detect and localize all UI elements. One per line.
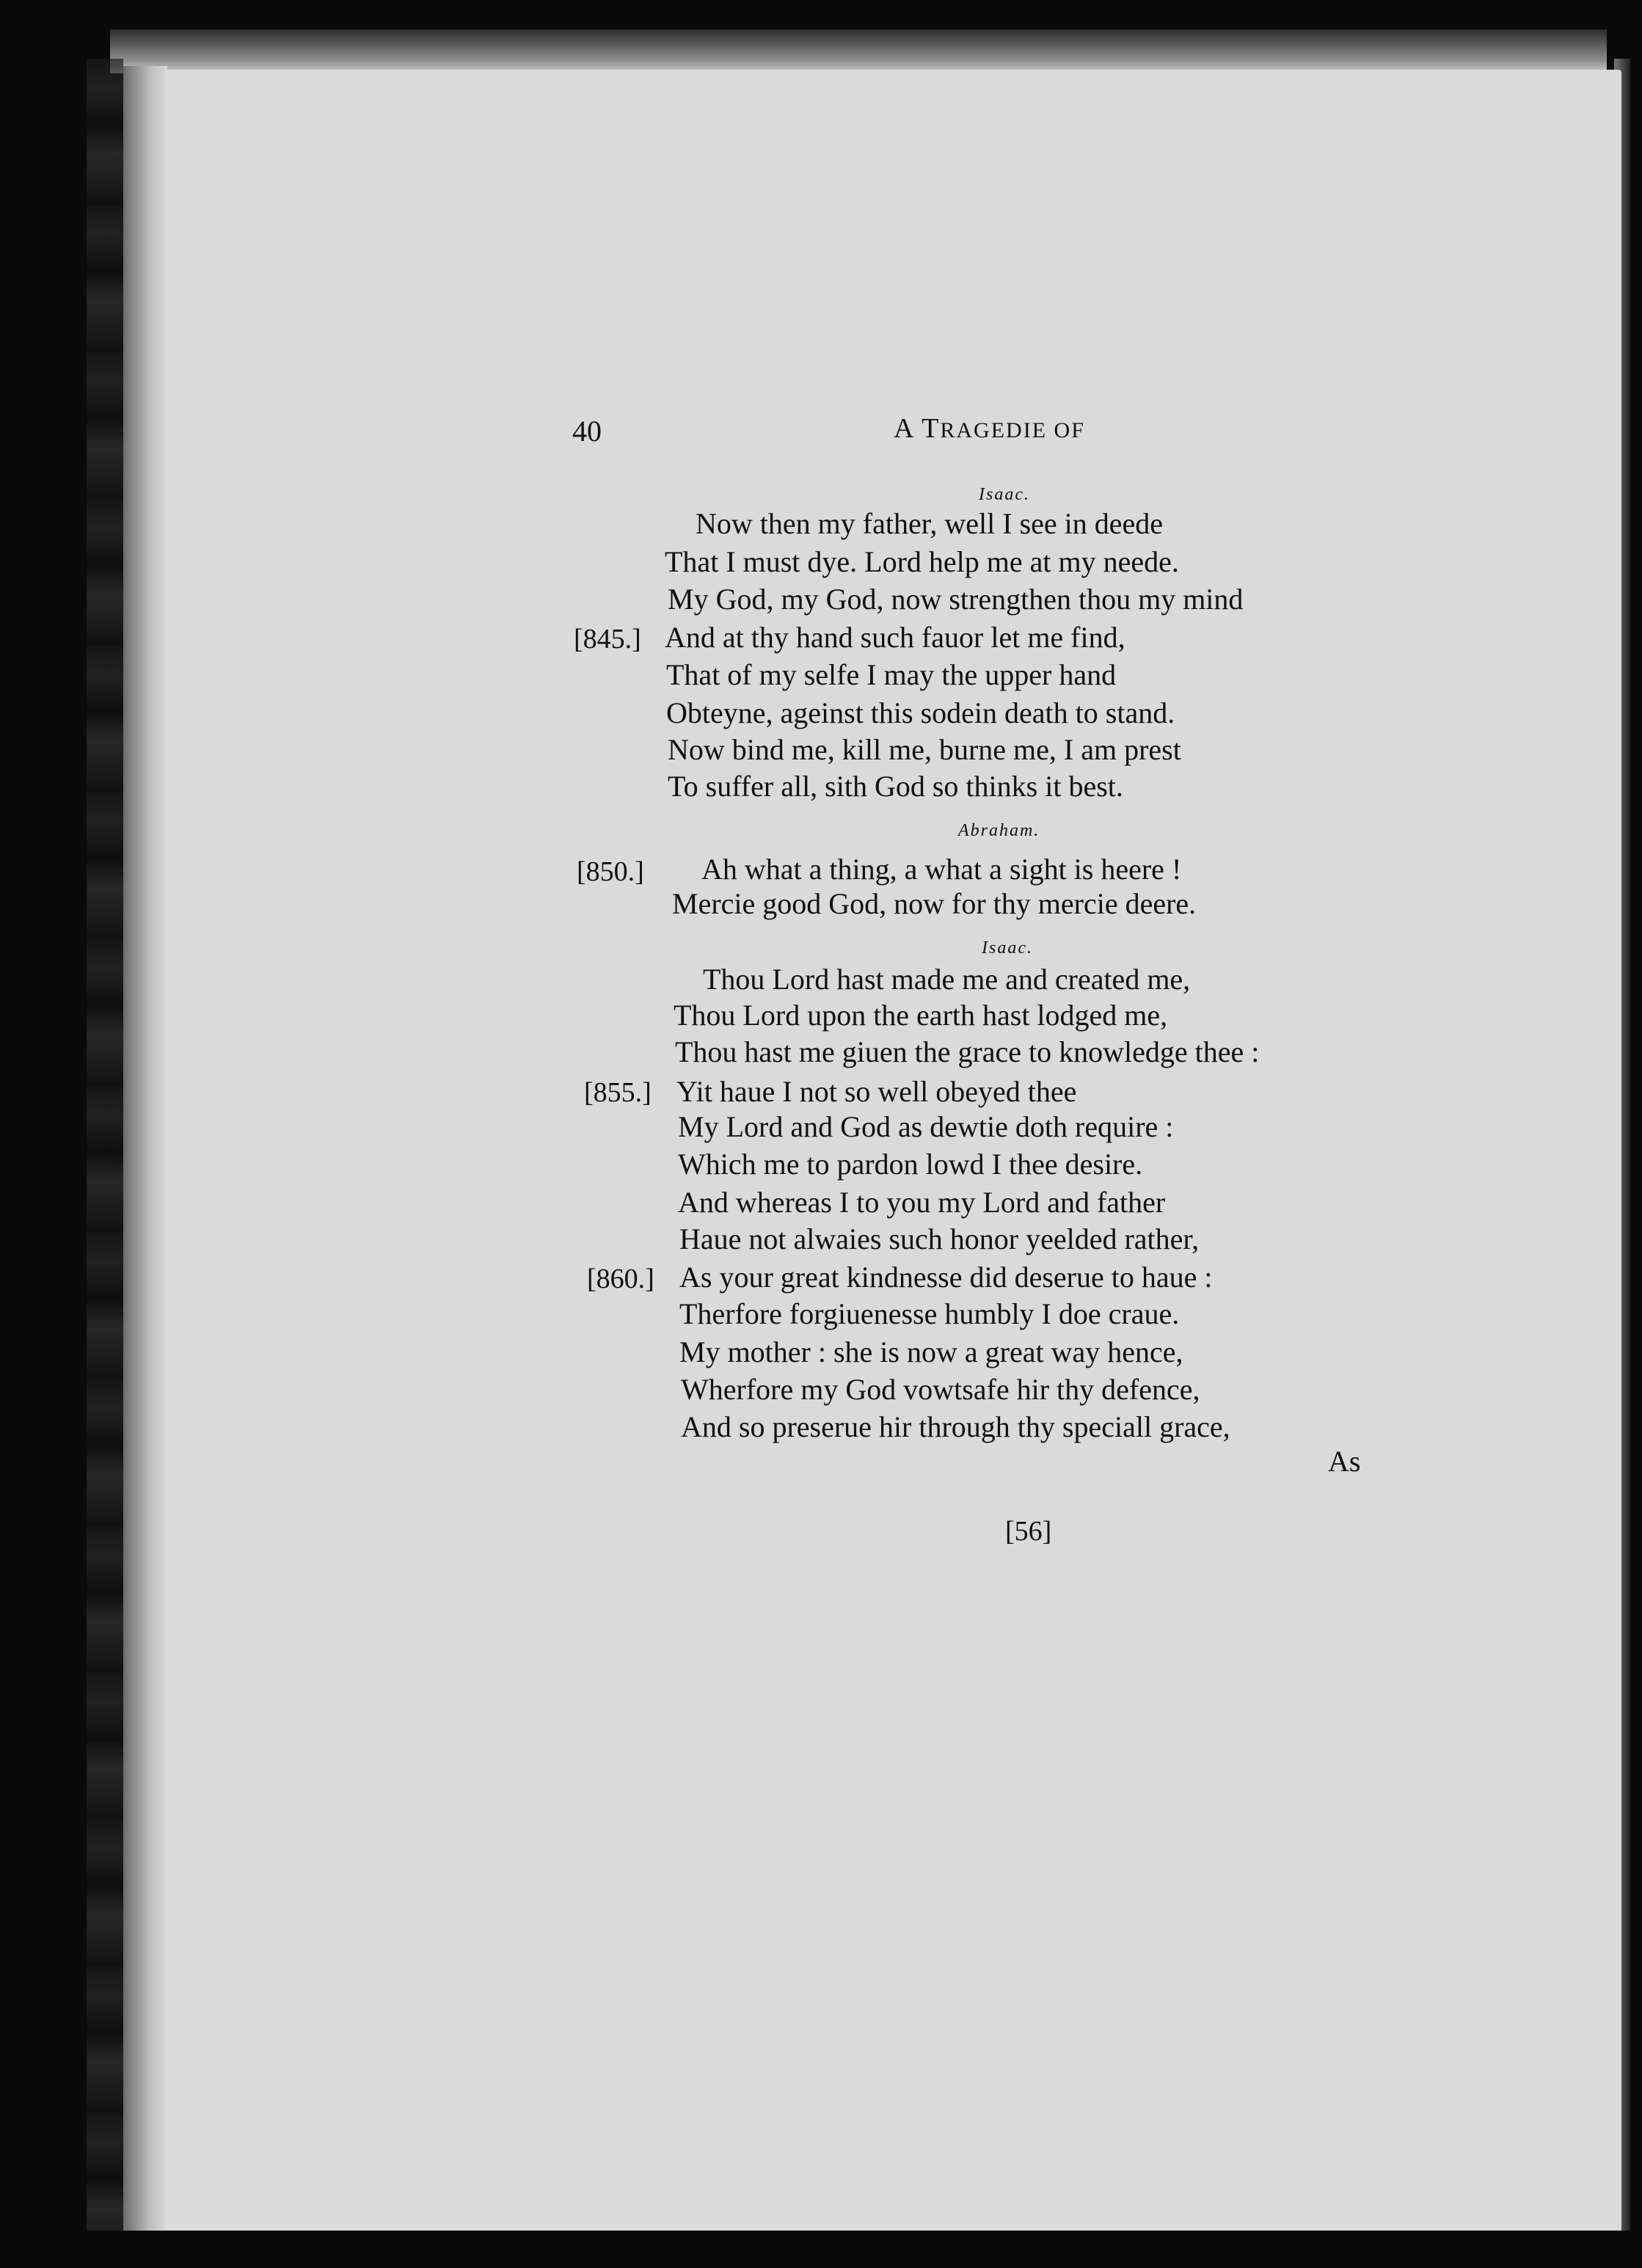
line-number: [845.] <box>574 624 641 654</box>
line-number: [855.] <box>584 1077 652 1108</box>
verse-line: Thou Lord upon the earth hast lodged me, <box>674 999 1168 1032</box>
verse-line: My mother : she is now a great way hence, <box>679 1335 1183 1368</box>
verse-line: As your great kindnesse did deserue to haue : <box>679 1261 1213 1294</box>
page-top-edge <box>110 29 1607 73</box>
signature-mark: [56] <box>1005 1516 1052 1547</box>
verse-line: Now bind me, kill me, burne me, I am prest <box>668 733 1181 766</box>
speaker-isaac: Isaac. <box>979 485 1030 504</box>
line-number: [860.] <box>587 1264 654 1294</box>
verse-line: Ah what a thing, a what a sight is heere ! <box>701 853 1182 886</box>
speaker-isaac: Isaac. <box>982 938 1033 958</box>
verse-line: Thou Lord hast made me and created me, <box>703 963 1191 996</box>
verse-line: My Lord and God as dewtie doth require : <box>678 1110 1174 1143</box>
verse-line: And so preserue hir through thy speciall grace, <box>681 1410 1230 1443</box>
page-gutter-shadow <box>123 66 167 2231</box>
verse-line: My God, my God, now strengthen thou my mind <box>668 583 1244 616</box>
binding-edge <box>87 59 123 2231</box>
verse-line: Yit haue I not so well obeyed thee <box>676 1075 1077 1108</box>
verse-line: Now then my father, well I see in deede <box>696 507 1164 540</box>
verse-line: Wherfore my God vowtsafe hir thy defence, <box>681 1373 1200 1406</box>
verse-line: Haue not alwaies such honor yeelded rather, <box>679 1222 1200 1255</box>
catchword: As <box>1328 1445 1361 1478</box>
verse-line: Therfore forgiuenesse humbly I doe craue. <box>679 1297 1180 1330</box>
running-head: A TRAGEDIE OF <box>894 413 1085 444</box>
verse-line: That I must dye. Lord help me at my neede. <box>665 545 1179 578</box>
verse-line: Which me to pardon lowd I thee desire. <box>678 1148 1143 1181</box>
verse-line: Obteyne, ageinst this sodein death to stand. <box>666 696 1175 729</box>
verse-line: To suffer all, sith God so thinks it best. <box>668 770 1123 803</box>
verse-line: And whereas I to you my Lord and father <box>678 1186 1166 1219</box>
verse-line: And at thy hand such fauor let me find, <box>665 621 1125 654</box>
verse-line: Thou hast me giuen the grace to knowledge thee : <box>675 1035 1260 1068</box>
verse-line: Mercie good God, now for thy mercie deere. <box>672 887 1197 920</box>
page-number: 40 <box>572 415 602 448</box>
verse-line: That of my selfe I may the upper hand <box>666 658 1117 691</box>
speaker-abraham: Abraham. <box>958 821 1040 840</box>
line-number: [850.] <box>577 856 644 887</box>
